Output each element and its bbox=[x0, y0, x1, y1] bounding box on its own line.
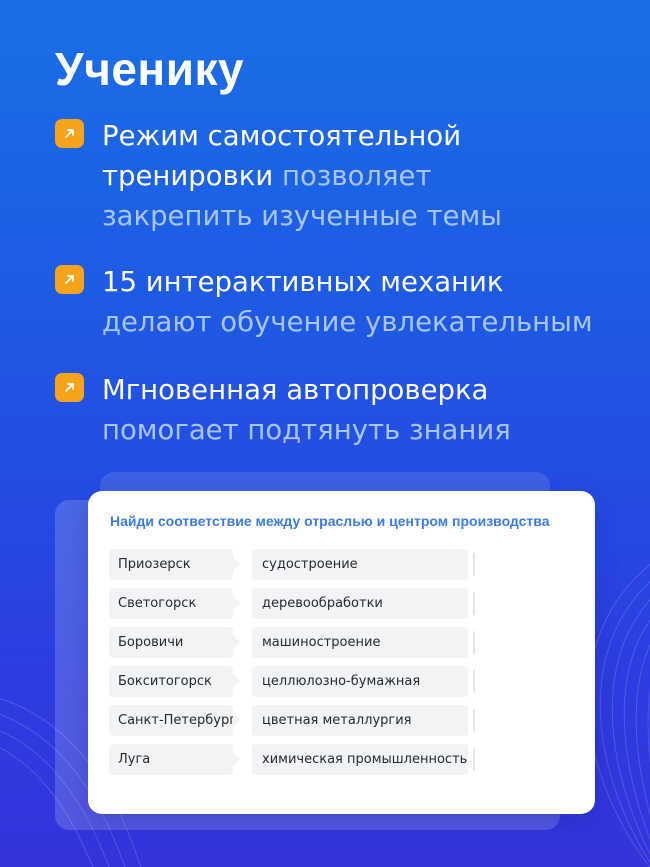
feature-text-highlight: Режим самостоятельной bbox=[102, 120, 462, 152]
feature-line bbox=[102, 302, 630, 342]
arrow-up-right-icon bbox=[55, 265, 84, 294]
industry-cell[interactable]: машиностроение bbox=[252, 627, 468, 658]
city-cell[interactable]: Приозерск bbox=[109, 549, 233, 580]
match-row bbox=[109, 705, 579, 736]
feature-line bbox=[102, 410, 630, 450]
feature-text bbox=[102, 370, 630, 450]
city-cell[interactable]: Санкт-Петербург bbox=[109, 705, 233, 736]
feature-line bbox=[102, 262, 630, 302]
city-cell[interactable]: Светогорск bbox=[109, 588, 233, 619]
match-row bbox=[109, 627, 579, 658]
city-cell[interactable]: Боровичи bbox=[109, 627, 233, 658]
feature-line bbox=[102, 116, 630, 156]
arrow-up-right-icon bbox=[55, 119, 84, 148]
page-title: Ученику bbox=[55, 43, 245, 95]
feature-text-muted: закрепить изученные темы bbox=[102, 200, 502, 232]
industry-cell[interactable]: цветная металлургия bbox=[252, 705, 468, 736]
industry-cell[interactable]: химическая промышленность bbox=[252, 744, 468, 775]
match-row bbox=[109, 549, 579, 580]
exercise-title: Найди соответствие между отраслью и центром производства bbox=[110, 513, 550, 529]
feature-interactive-mechanics bbox=[55, 262, 630, 342]
match-row bbox=[109, 588, 579, 619]
match-row bbox=[109, 744, 579, 775]
feature-text bbox=[102, 116, 630, 236]
feature-text-highlight: Мгновенная автопроверка bbox=[102, 374, 489, 406]
feature-text-highlight: тренировки bbox=[102, 160, 274, 192]
match-row bbox=[109, 666, 579, 697]
matching-rows bbox=[109, 549, 579, 783]
feature-self-training bbox=[55, 116, 630, 236]
feature-line bbox=[102, 156, 630, 196]
arrow-up-right-icon bbox=[55, 373, 84, 402]
matching-exercise-card bbox=[88, 491, 595, 814]
feature-text bbox=[102, 262, 630, 342]
industry-cell[interactable]: судостроение bbox=[252, 549, 468, 580]
feature-text-highlight: 15 интерактивных механик bbox=[102, 266, 504, 298]
feature-auto-check bbox=[55, 370, 630, 450]
feature-line bbox=[102, 370, 630, 410]
feature-line bbox=[102, 196, 630, 236]
feature-text-muted: позволяет bbox=[273, 160, 432, 192]
feature-text-muted: помогает подтянуть знания bbox=[102, 414, 511, 446]
city-cell[interactable]: Бокситогорск bbox=[109, 666, 233, 697]
city-cell[interactable]: Луга bbox=[109, 744, 233, 775]
industry-cell[interactable]: целлюлозно-бумажная bbox=[252, 666, 468, 697]
industry-cell[interactable]: деревообработки bbox=[252, 588, 468, 619]
feature-text-muted: делают обучение увлекательным bbox=[102, 306, 593, 338]
